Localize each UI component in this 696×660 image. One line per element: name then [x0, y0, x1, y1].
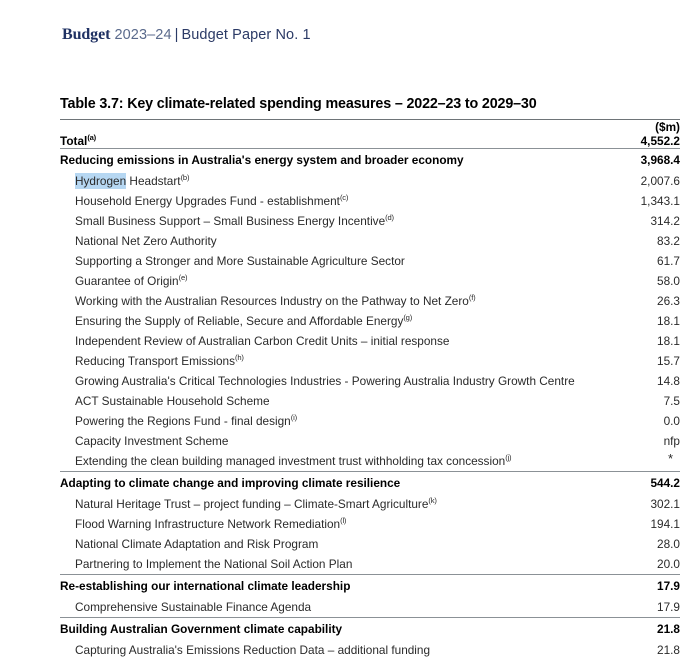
- table-section-row: [60, 575, 680, 598]
- measure-label-text: Independent Review of Australian Carbon Credit Units – initial response: [75, 334, 449, 348]
- section-label-cell: [60, 575, 590, 598]
- measure-label-cell: [60, 554, 590, 575]
- table-row: [60, 451, 680, 472]
- measure-label-text: Extending the clean building managed investment trust withholding tax concession: [75, 454, 505, 468]
- section-label-cell: [60, 472, 590, 495]
- table-row: [60, 431, 680, 451]
- table-row: [60, 191, 680, 211]
- measure-label-text: Growing Australia's Critical Technologies Industries - Powering Australia Industry Growth Centre: [75, 374, 575, 388]
- table-row: [60, 640, 680, 660]
- measure-value-cell: 61.7: [590, 251, 680, 271]
- measure-label-text: Flood Warning Infrastructure Network Remediation: [75, 517, 340, 531]
- measure-label-text: Headstart: [126, 174, 180, 188]
- measure-value-cell: [590, 451, 680, 472]
- measure-label-cell: [60, 351, 590, 371]
- measure-label-text: Capacity Investment Scheme: [75, 434, 228, 448]
- measure-label-text: Adapting to climate change and improving climate resilience: [60, 476, 400, 490]
- budget-brand-label: Budget: [62, 26, 110, 43]
- measure-value-cell: 20.0: [590, 554, 680, 575]
- measure-label-cell: [60, 291, 590, 311]
- measure-value-cell: 0.0: [590, 411, 680, 431]
- measure-label-cell: [60, 391, 590, 411]
- footnote-marker: (e): [179, 273, 188, 282]
- measure-label-cell: [60, 514, 590, 534]
- measure-label-text: Guarantee of Origin: [75, 274, 179, 288]
- footnote-marker: (c): [340, 193, 348, 202]
- section-label-cell: [60, 149, 590, 172]
- table-row: [60, 291, 680, 311]
- footnote-marker: (i): [291, 413, 297, 422]
- table-row: [60, 251, 680, 271]
- document-header: [0, 0, 696, 66]
- measure-label-cell: [60, 640, 590, 660]
- table-row: [60, 271, 680, 291]
- measure-value-cell: 194.1: [590, 514, 680, 534]
- measure-label-text: Reducing emissions in Australia's energy system and broader economy: [60, 153, 464, 167]
- measure-label-text: Household Energy Upgrades Fund - establishment: [75, 194, 340, 208]
- measure-label-cell: [60, 211, 590, 231]
- footnote-marker: (h): [235, 353, 244, 362]
- table-section-row: [60, 618, 680, 641]
- table-row: [60, 211, 680, 231]
- total-label-text: Total: [60, 134, 87, 148]
- table-row: [60, 597, 680, 618]
- table-container: [60, 96, 680, 660]
- table-title: Table 3.7: Key climate-related spending measures – 2022–23 to 2029–30: [60, 96, 680, 119]
- measure-label-cell: [60, 331, 590, 351]
- selected-text-highlight[interactable]: Hydrogen: [75, 173, 126, 189]
- measure-value-cell: 7.5: [590, 391, 680, 411]
- footnote-marker: (j): [505, 453, 511, 462]
- table-row: [60, 231, 680, 251]
- measure-label-cell: [60, 191, 590, 211]
- table-body: [60, 120, 680, 660]
- header-separator: |: [172, 27, 182, 43]
- measure-value-cell: nfp: [590, 431, 680, 451]
- measure-label-cell: [60, 411, 590, 431]
- measure-label-text: Partnering to Implement the National Soil Action Plan: [75, 557, 352, 571]
- table-row: [60, 391, 680, 411]
- total-value-cell: 4,552.2: [590, 134, 680, 149]
- asterisk-value-marker: *: [668, 455, 680, 463]
- measure-label-cell: [60, 371, 590, 391]
- table-row: [60, 171, 680, 191]
- measure-value-cell: 15.7: [590, 351, 680, 371]
- table-row: [60, 351, 680, 371]
- measure-value-cell: 314.2: [590, 211, 680, 231]
- table-row: [60, 371, 680, 391]
- table-section-row: [60, 149, 680, 172]
- measure-value-cell: 26.3: [590, 291, 680, 311]
- measure-value-cell: 1,343.1: [590, 191, 680, 211]
- section-value-cell: 544.2: [590, 472, 680, 495]
- measure-label-cell: [60, 431, 590, 451]
- footnote-marker: (k): [428, 496, 436, 505]
- table-row: [60, 411, 680, 431]
- footnote-marker: (f): [469, 293, 476, 302]
- section-label-cell: [60, 618, 590, 641]
- measure-value-cell: 28.0: [590, 534, 680, 554]
- measure-label-text: Small Business Support – Small Business Energy Incentive: [75, 214, 385, 228]
- measure-label-cell: [60, 311, 590, 331]
- measure-label-text: National Climate Adaptation and Risk Program: [75, 537, 318, 551]
- total-footnote-marker: (a): [87, 133, 96, 142]
- measure-label-text: Supporting a Stronger and More Sustainable Agriculture Sector: [75, 254, 405, 268]
- measure-label-cell: [60, 171, 590, 191]
- table-total-row: [60, 134, 680, 149]
- measure-label-cell: [60, 271, 590, 291]
- section-value-cell: 17.9: [590, 575, 680, 598]
- table-row: [60, 534, 680, 554]
- measure-label-text: Ensuring the Supply of Reliable, Secure and Affordable Energy: [75, 314, 403, 328]
- measure-label-cell: [60, 597, 590, 618]
- section-value-cell: 21.8: [590, 618, 680, 641]
- measure-value-cell: 2,007.6: [590, 171, 680, 191]
- total-label-cell: [60, 134, 590, 149]
- section-value-cell: 3,968.4: [590, 149, 680, 172]
- measure-label-text: Comprehensive Sustainable Finance Agenda: [75, 600, 311, 614]
- table-units-row: [60, 120, 680, 135]
- measure-label-text: ACT Sustainable Household Scheme: [75, 394, 270, 408]
- measure-label-text: Capturing Australia's Emissions Reduction Data – additional funding: [75, 643, 430, 657]
- measure-value-cell: 18.1: [590, 311, 680, 331]
- measure-value-cell: 302.1: [590, 494, 680, 514]
- units-spacer-cell: [60, 120, 590, 135]
- measure-value-cell: 21.8: [590, 640, 680, 660]
- measure-value-cell: 17.9: [590, 597, 680, 618]
- climate-spending-table: [60, 119, 680, 660]
- table-row: [60, 331, 680, 351]
- measure-value-cell: 83.2: [590, 231, 680, 251]
- footnote-marker: (l): [340, 516, 346, 525]
- footnote-marker: (g): [403, 313, 412, 322]
- measure-label-text: Re-establishing our international climate leadership: [60, 579, 350, 593]
- measure-label-cell: [60, 451, 590, 472]
- table-row: [60, 514, 680, 534]
- measure-label-text: Natural Heritage Trust – project funding – Climate-Smart Agriculture: [75, 497, 428, 511]
- measure-value-cell: 14.8: [590, 371, 680, 391]
- budget-year-label: 2023–24: [114, 27, 171, 43]
- measure-label-cell: [60, 534, 590, 554]
- measure-label-cell: [60, 494, 590, 514]
- footnote-marker: (d): [385, 213, 394, 222]
- units-header-cell: ($m): [590, 120, 680, 135]
- table-row: [60, 311, 680, 331]
- measure-label-text: Working with the Australian Resources Industry on the Pathway to Net Zero: [75, 294, 469, 308]
- measure-label-text: Building Australian Government climate capability: [60, 622, 342, 636]
- measure-label-text: Reducing Transport Emissions: [75, 354, 235, 368]
- footnote-marker: (b): [181, 173, 190, 182]
- measure-label-text: Powering the Regions Fund - final design: [75, 414, 291, 428]
- measure-value-cell: 58.0: [590, 271, 680, 291]
- table-row: [60, 494, 680, 514]
- header-title-line: [62, 26, 311, 44]
- measure-value-cell: 18.1: [590, 331, 680, 351]
- table-section-row: [60, 472, 680, 495]
- measure-label-text: National Net Zero Authority: [75, 234, 217, 248]
- budget-paper-label: Budget Paper No. 1: [181, 27, 310, 43]
- measure-label-cell: [60, 251, 590, 271]
- table-row: [60, 554, 680, 575]
- measure-label-cell: [60, 231, 590, 251]
